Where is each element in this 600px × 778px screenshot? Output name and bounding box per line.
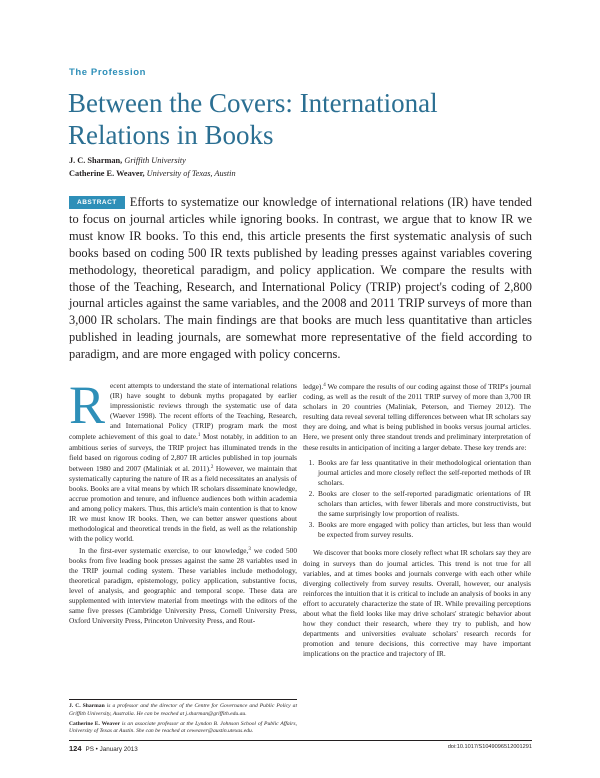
key-trends-list xyxy=(303,458,531,541)
paragraph-text: ecent attempts to understand the state of international relations (IR) have sought to debunk myths propagated by earlier impressionistic reviews through the systematic use of data (Waever 1998). The recent efforts of the Teaching, Research, and International Policy (TRIP) program mark the most complete achievement of this goal to date. xyxy=(69,381,297,442)
paragraph-text: However, we maintain that systematically capturing the nature of IR as a field necessitates an analysis of books. Books are a vital means by which IR scholars disseminate knowledge, accrue promotion and tenure, and influence audiences both within academia and among policy makers. Thus, this article's main contention is that to know IR we must know IR books. Then, we can better answer questions about methodological and theoretical trends in the field, as well as the relationship with the policy world. xyxy=(69,463,298,544)
doi[interactable]: doi:10.1017/S1049096512001291 xyxy=(447,744,532,750)
list-item: 3. Books are more engaged with policy than articles, but less than would be expected from survey results. xyxy=(316,520,531,540)
abstract xyxy=(69,194,532,363)
body-column-right xyxy=(303,381,531,659)
body-column-left xyxy=(69,375,298,626)
abstract-text: Efforts to systematize our knowledge of international relations (IR) have tended to focus on journal articles while ignoring books. In contrast, we argue that to know IR we must know IR books. To this end, this article presents the first systematic analysis of such books based on coding 500 IR texts published by leading presses against variables covering methodology, theoretical paradigm, and policy application. We compare the results with those of the Teaching, Research, and International Policy (TRIP) project's coding of 2,800 journal articles against the same variables, and the 2008 and 2011 TRIP surveys of more than 3,000 IR scholars. The main findings are that books are much less quantitative than articles published in leading journals, are somewhat more representative of the field according to paradigm, and are more engaged with policy concerns. xyxy=(69,195,532,362)
author-footnotes xyxy=(69,703,297,738)
page-number: 124 xyxy=(69,744,82,753)
author-list xyxy=(69,154,236,180)
author-name: Catherine E. Weaver, xyxy=(69,169,145,178)
page-footer-left xyxy=(69,744,138,753)
paragraph-text: In the first-ever systematic exercise, to our knowledge, xyxy=(79,545,249,555)
footnote-ref: 3 xyxy=(248,546,251,552)
author-affiliation: Griffith University xyxy=(124,156,186,165)
list-item: 1. Books are far less quantitative in their methodological orientation than journal articles and more closely reflect the self-reported methods of IR scholars. xyxy=(316,458,531,488)
author-line xyxy=(69,154,236,167)
paragraph-text: ledge). xyxy=(303,382,324,391)
footnote xyxy=(69,721,297,737)
paragraph xyxy=(69,375,298,545)
section-label: The Profession xyxy=(69,67,147,78)
paragraph-text: We compare the results of our coding against those of TRIP's journal coding, as well as the result of the 2011 TRIP survey of more than 3,700 IR scholars in 20 countries (Maliniak, Peterson, and Tierney 2012). The resulting data reveal several telling differences between what IR scholars say they are doing, and what is being published in books versus journal articles. Here, we present only three standout trends and preliminary interpretation of these results in anticipation of inciting a larger debate. These key trends are: xyxy=(303,382,531,452)
footnote-author: Catherine E. Weaver xyxy=(69,720,120,727)
footnote-ref: 2 xyxy=(210,464,214,470)
author-affiliation: University of Texas, Austin xyxy=(146,169,236,178)
footnote-divider xyxy=(69,699,297,700)
paragraph xyxy=(303,381,531,453)
paragraph-text: we coded 500 books from five leading book presses against the same 28 variables used in the TRIP journal coding system. These variables include methodology, theoretical paradigm, epistemology, policy application, substantive focus, level of analysis, and geographic and temporal scope. These data are supplemented with interview material from meetings with the editors of the same five presses (Cambridge University Press, Cornell University Press, Oxford University Press, Princeton University Press, and Rout- xyxy=(69,545,297,626)
paragraph: We discover that books more closely reflect what IR scholars say they are doing in surveys than do journal articles. This trend is not true for all variables, and at times books and journals converge with each other while diverging collectively from survey results. Overall, however, our analysis reinforces the intuition that it is critical to include an analysis of books in any effort to accurately characterize the state of IR. While prevailing perceptions about what the field looks like may drive scholars' strategic behavior about how they conduct their research, where they try to publish, and how departments and universities evaluate scholars' research records for promotion and tenure decisions, this corrective may have important implications on the practice and trajectory of IR. xyxy=(303,548,531,659)
footnote-text: is an associate professor at the Lyndon B. Johnson School of Public Affairs, University of Texas at Austin. She can be reached at ceweaver@austin.utexas.edu. xyxy=(69,720,298,735)
paragraph xyxy=(69,545,297,627)
paragraph-text: Most notably, in addition to an ambitious series of surveys, the TRIP project has illuminated trends in the field based on rigorous coding of 2,807 IR articles published in top journals between 1980 and 2007 (Maliniak et al. 2011). xyxy=(69,432,297,473)
author-line xyxy=(69,167,236,180)
journal-issue: PS • January 2013 xyxy=(85,746,138,753)
abstract-badge: ABSTRACT xyxy=(69,196,125,209)
footnote-text: is a professor and the director of the Centre for Governance and Public Policy at Griffith University, Australia. He can be reached at j.sharman@griffith.edu.au. xyxy=(69,703,297,717)
author-name: J. C. Sharman, xyxy=(69,156,123,165)
article-title: Between the Covers: International Relations in Books xyxy=(68,88,438,150)
footnote-ref: 1 xyxy=(197,433,201,439)
footnote-ref: 4 xyxy=(323,383,326,388)
drop-cap: R xyxy=(69,375,106,435)
footer-divider xyxy=(69,740,532,741)
list-item: 2. Books are closer to the self-reported paradigmatic orientations of IR scholars than articles, with fewer liberals and more constructivists, but the same surprisingly low proportion of realists. xyxy=(316,489,531,519)
footnote xyxy=(69,703,297,719)
footnote-author: J. C. Sharman xyxy=(69,703,105,709)
